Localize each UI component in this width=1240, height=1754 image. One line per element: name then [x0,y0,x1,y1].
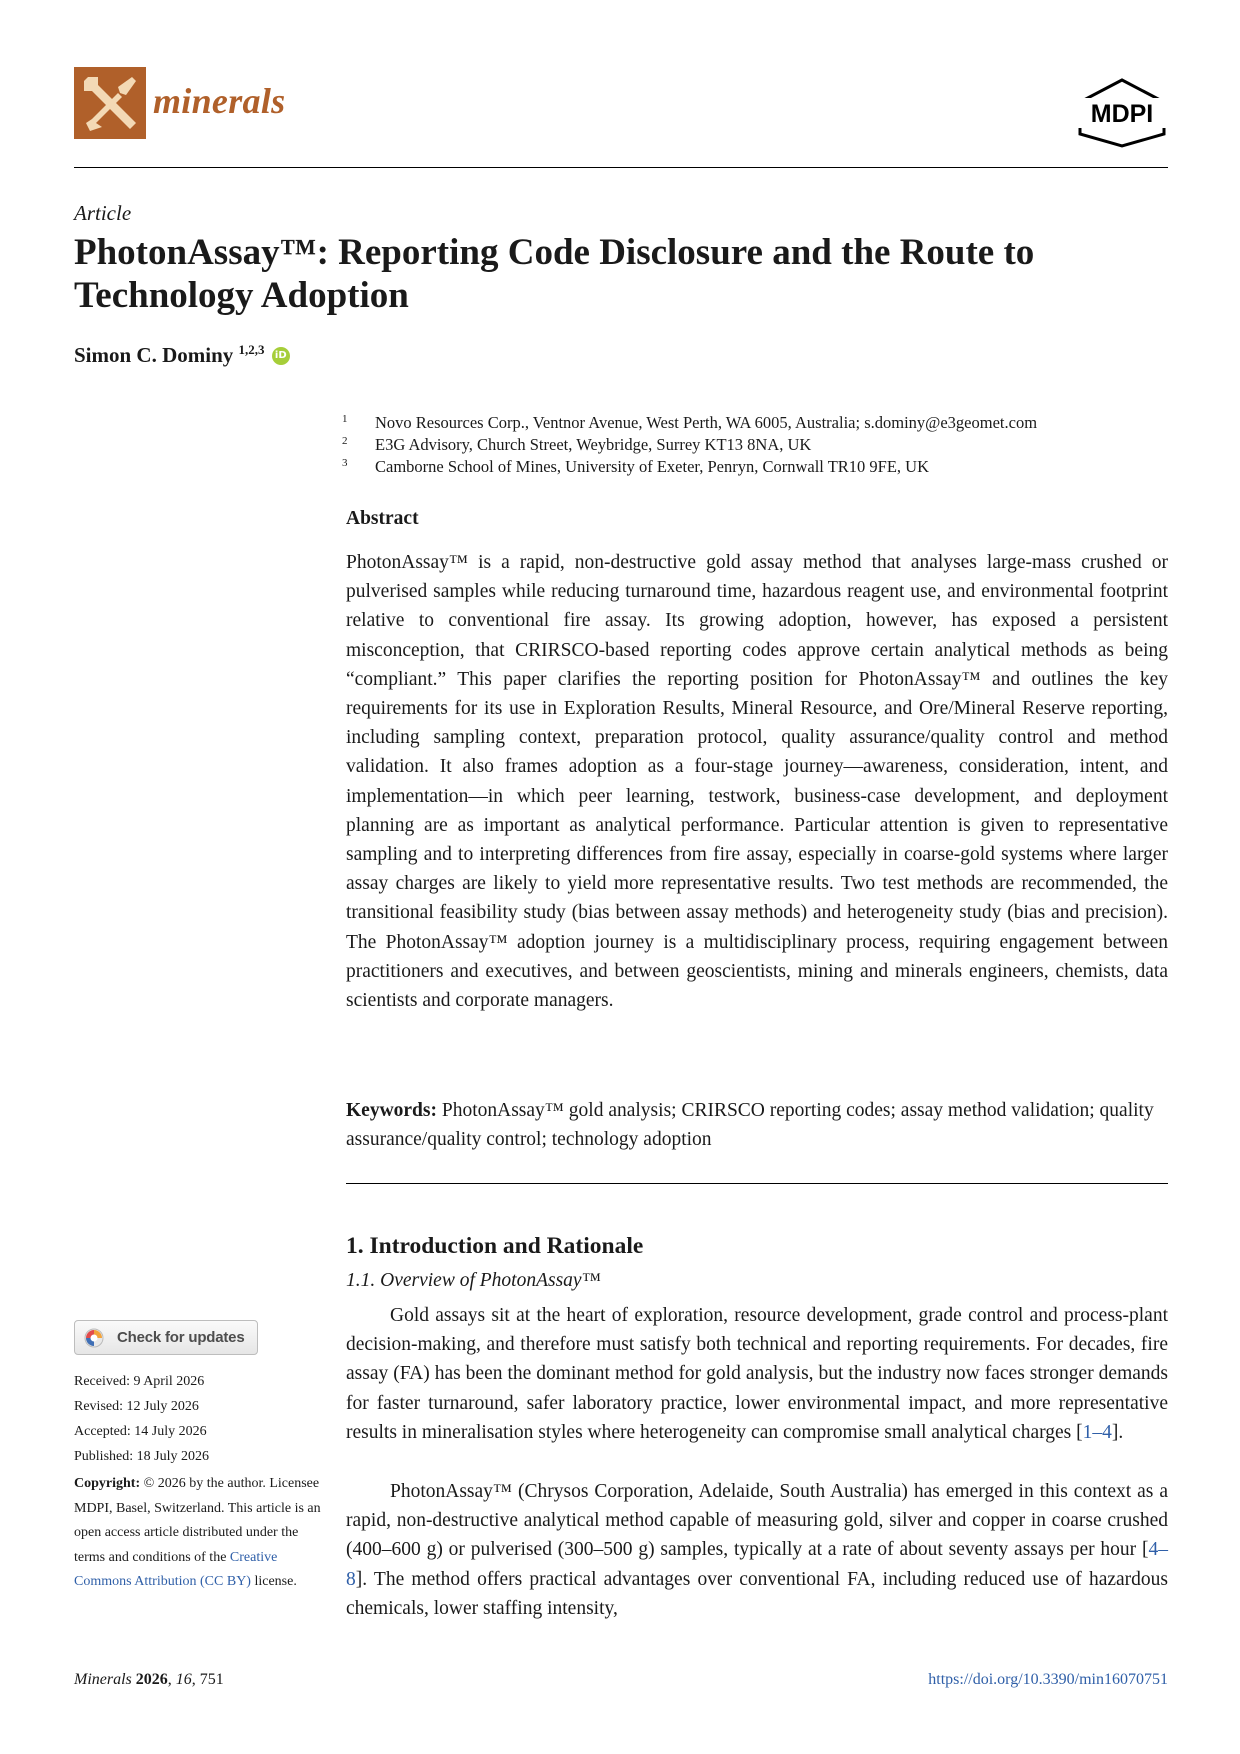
keywords [346,1096,1168,1154]
footer-citation: Minerals 2026, 16, 751 [74,1671,224,1688]
affiliation-number: 2 [342,435,348,447]
paragraph-text-end: ]. [1111,1421,1124,1443]
footer-year: 2026 [135,1671,168,1688]
paragraph-text: PhotonAssay™ (Chrysos Corporation, Adelaide, South Australia) has emerged in this context as a rapid, non-destructive analytical method capable of measuring gold, silver and copper in coarse crushed (400–600 g) or pulverised (300–500 g) samples, typically at a rate of about seventy assays per hour [ [346,1481,1168,1561]
body-paragraph-1 [346,1301,1168,1447]
author-name: Simon C. Dominy [74,343,234,367]
revised-date: Revised: 12 July 2026 [74,1399,199,1414]
author-line [74,342,290,368]
affiliation-3 [342,456,1176,478]
paragraph-text: Gold assays sit at the heart of exploration, resource development, grade control and process-plant decision-making, and therefore must satisfy both technical and reporting requirements. For decades, fire assay (FA) has been the dominant method for gold analysis, but the industry now faces stronger demands for faster turnaround, safer laboratory practice, lower environmental impact, and more representative results in mineralisation styles where heterogeneity can compromise small analytical charges [ [346,1305,1168,1443]
keywords-text: PhotonAssay™ gold analysis; CRIRSCO reporting codes; assay method validation; quality assurance/quality control; technology adoption [346,1100,1154,1151]
section-heading: 1. Introduction and Rationale [346,1233,644,1259]
citation-link[interactable]: 1–4 [1082,1421,1112,1443]
citation-link[interactable]: 4–8 [346,1539,1168,1590]
affiliation-number: 3 [342,457,348,469]
check-updates-label: Check for updates [117,1329,245,1346]
affiliation-text: Novo Resources Corp., Ventnor Avenue, West Perth, WA 6005, Australia; s.dominy@e3geomet.com [375,413,1038,432]
footer-volume: 16 [175,1671,192,1688]
affiliation-text: Camborne School of Mines, University of Exeter, Penryn, Cornwall TR10 9FE, UK [375,457,930,476]
subsection-heading: 1.1. Overview of PhotonAssay™ [346,1270,601,1291]
affiliation-text: E3G Advisory, Church Street, Weybridge, Surrey KT13 8NA, UK [375,435,812,454]
abstract-text: PhotonAssay™ is a rapid, non-destructive gold assay method that analyses large-mass crushed or pulverised samples while reducing turnaround time, hazardous reagent use, and environmental footprint relative to conventional fire assay. Its growing adoption, however, has exposed a persistent misconception, that CRIRSCO-based reporting codes approve certain analytical methods as being “compliant.” This paper clarifies the reporting position for PhotonAssay™ and outlines the key requirements for its use in Exploration Results, Mineral Resource, and Ore/Mineral Reserve reporting, including sampling context, preparation protocol, quality assurance/quality control and method validation. It also frames adoption as a four-stage journey—awareness, consideration, intent, and implementation—in which peer learning, testwork, business-case development, and deployment planning are as important as analytical performance. Particular attention is given to representative sampling and to interpreting differences from fire assay, especially in coarse-gold systems where larger assay charges are likely to yield more representative results. Two test methods are recommended, the transitional feasibility study (bias between assay methods) and heterogeneity study (bias and precision). The PhotonAssay™ adoption journey is a multidisciplinary process, requiring engagement between practitioners and executives, and between geoscientists, mining and minerals engineers, chemists, data scientists and corporate managers. [346,552,1168,1012]
footer-article-number: 751 [199,1671,224,1688]
check-updates-icon [84,1328,104,1348]
orcid-icon[interactable]: iD [272,347,290,365]
copyright-notice [74,1472,328,1595]
check-for-updates-button[interactable] [74,1320,258,1355]
affiliation-2 [342,434,1176,456]
doi-link[interactable]: https://doi.org/10.3390/min16070751 [928,1671,1168,1688]
copyright-label: Copyright: [74,1476,141,1491]
article-type: Article [74,201,132,225]
journal-logo-mark [74,67,146,139]
copyright-end: license. [250,1574,297,1589]
accepted-date: Accepted: 14 July 2026 [74,1424,207,1439]
keywords-label: Keywords: [346,1100,437,1121]
affiliation-1 [342,412,1176,434]
crossed-shovels-icon [74,67,146,139]
article-title: PhotonAssay™: Reporting Code Disclosure and the Route to Technology Adoption [74,232,1035,316]
license-link[interactable]: Creative Commons Attribution (CC BY) [74,1549,278,1589]
section-divider [346,1183,1168,1184]
journal-logo-text: minerals [153,81,286,121]
paragraph-text-end: ]. The method offers practical advantages over conventional FA, including reduced use of hazardous chemicals, lower staffing intensity, [346,1568,1168,1619]
affiliation-number: 1 [342,413,348,425]
abstract-heading: Abstract [346,508,419,529]
footer-journal: Minerals [74,1671,132,1688]
copyright-text: © 2026 by the author. Licensee MDPI, Basel, Switzerland. This article is an open access article distributed under the terms and conditions of the [74,1476,321,1565]
author-affiliation-marks: 1,2,3 [238,342,265,357]
published-date: Published: 18 July 2026 [74,1449,209,1464]
received-date: Received: 9 April 2026 [74,1374,205,1389]
header-divider [74,167,1168,168]
publication-dates [74,1369,324,1469]
mdpi-logo-text: MDPI [1090,100,1154,128]
body-paragraph-2 [346,1477,1168,1623]
mdpi-logo [1074,78,1170,148]
